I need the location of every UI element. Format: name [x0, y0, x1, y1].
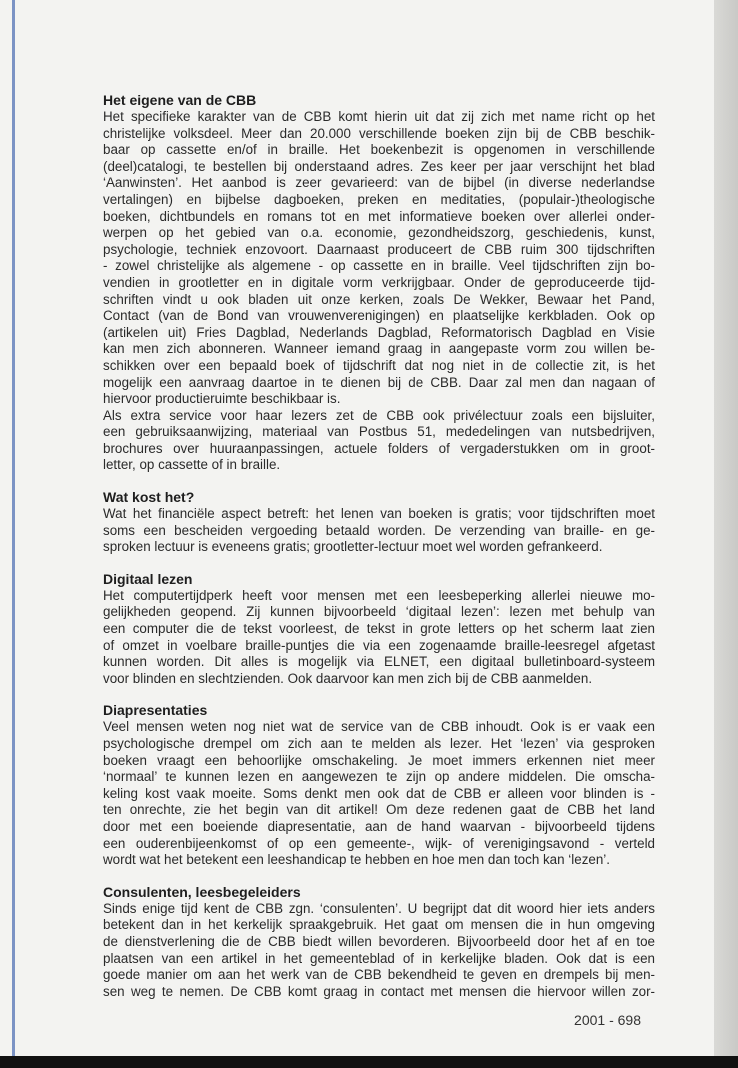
- text-line: wordt wat het betekent een leeshandicap te hebben en hoe men dan toch kan ‘lezen’.: [103, 852, 610, 868]
- text-line: door met een boeiende diapresentatie, aan de hand waarvan - bijvoorbeeld tijdens: [103, 818, 655, 834]
- text-line: werpen op het gebied van o.a. economie, gezondheidszorg, geschiedenis, kunst,: [103, 225, 655, 241]
- text-line: een ouderenbijeenkomst of op een gemeente-, wijk- of verenigingsavond - verteld: [103, 835, 655, 851]
- text-line: ‘Aanwinsten’. Het aanbod is zeer gevarieerd: van de bijbel (in diverse nederlandse: [103, 175, 655, 191]
- text-line: kunnen worden. Dit alles is mogelijk via ELNET, een digitaal bulletinboard-systeem: [103, 654, 655, 670]
- text-line: Wat het financiële aspect betreft: het lenen van boeken is gratis; voor tijdschriften moet: [103, 506, 655, 522]
- text-line: mogelijk een aanvraag daartoe in te dienen bij de CBB. Daar zal men dan nagaan of: [103, 374, 655, 390]
- text-line: kan men zich abonneren. Wanneer iemand graag in aangepaste vorm zou willen be-: [103, 341, 655, 357]
- text-line: hiervoor productieruimte beschikbaar is.: [103, 391, 341, 407]
- text-line: de dienstverlening die de CBB biedt willen bevorderen. Bijvoorbeeld door het af en toe: [103, 933, 655, 949]
- text-line: Contact (van de Bond van vrouwenverenigingen) en plaatselijke kerkbladen. Ook op: [103, 308, 655, 324]
- scan-bottom-border: [0, 1056, 738, 1068]
- article-body: [103, 91, 655, 1000]
- article-section: [103, 570, 655, 688]
- paragraph: [103, 408, 655, 474]
- section-heading: Het eigene van de CBB: [103, 92, 257, 108]
- text-line: een gebruiksaanwijzing, materiaal van Postbus 51, mededelingen van nutsbedrijven,: [103, 424, 655, 440]
- article-section: [103, 488, 655, 556]
- section-heading: Digitaal lezen: [103, 570, 193, 587]
- section-heading: Diapresentaties: [103, 702, 208, 719]
- text-line: brochures over huuraanpassingen, actuele folders of vergaderstukken om in groot-: [103, 440, 655, 456]
- text-line: letter, op cassette of in braille.: [103, 457, 281, 473]
- text-line: baar op cassette en/of in braille. Het boekenbezit is opgenomen in verschillende: [103, 142, 655, 158]
- text-line: christelijke volksdeel. Meer dan 20.000 verschillende boeken zijn bij de CBB beschik-: [103, 125, 655, 141]
- text-line: soms een bescheiden vergoeding betaald worden. De verzending van braille- en ge-: [103, 522, 655, 538]
- text-line: boeken vraagt een behoorlijke omschakeling. Je moet immers erkennen niet meer: [103, 752, 655, 768]
- text-line: (deel)catalogi, te bestellen bij onderstaand adres. Zes keer per jaar verschijnt het blad: [103, 158, 655, 174]
- page-left-edge: [12, 0, 15, 1060]
- text-line: gelijkheden geopend. Zij kunnen bijvoorbeeld ‘digitaal lezen’: lezen met behulp van: [103, 604, 655, 620]
- text-line: - zowel christelijke als algemene - op cassette en in braille. Veel tijdschriften zijn bo-: [103, 258, 655, 274]
- text-line: een computer die de tekst voorleest, de tekst in grote letters op het scherm laat zien: [103, 621, 655, 637]
- paragraph: [103, 719, 655, 868]
- text-line: Het computertijdperk heeft voor mensen met een leesbeperking allerlei nieuwe mo-: [103, 587, 655, 603]
- page-gutter-shadow: [714, 0, 738, 1068]
- paragraph: [103, 109, 655, 408]
- paragraph: [103, 588, 655, 688]
- text-line: goede manier om aan het werk van de CBB bekendheid te geven en drempels bij men-: [103, 967, 655, 983]
- text-line: Sinds enige tijd kent de CBB zgn. ‘consulenten’. U begrijpt dat dit woord hier iets anders: [103, 900, 655, 916]
- paragraph: [103, 901, 655, 1001]
- section-heading: Wat kost het?: [103, 489, 195, 506]
- text-line: vendien in grootletter en in digitale vorm verkrijgbaar. Onder de geproduceerde tijd-: [103, 274, 655, 290]
- text-line: sen weg te nemen. De CBB komt graag in contact met mensen die hiervoor willen zor-: [103, 983, 655, 999]
- text-line: Het specifieke karakter van de CBB komt hierin uit dat zij zich met name richt op het: [103, 109, 655, 124]
- paragraph: [103, 506, 655, 556]
- text-line: schriften vindt u ook bladen uit onze kerken, zoals De Wekker, Bewaar het Pand,: [103, 291, 655, 307]
- text-line: keling kost vaak moeite. Soms denkt men ook dat de CBB er alleen voor blinden is -: [103, 785, 655, 801]
- article-section: [103, 91, 655, 474]
- text-line: Als extra service voor haar lezers zet de CBB ook privélectuur zoals een bijsluiter,: [103, 407, 655, 423]
- text-line: psychologie, techniek enzovoort. Daarnaast produceert de CBB ruim 300 tijdschriften: [103, 241, 655, 257]
- article-section: [103, 883, 655, 1001]
- text-line: ten onrechte, zie het begin van dit artikel! Om deze redenen gaat de CBB het land: [103, 802, 655, 818]
- article-section: [103, 701, 655, 868]
- text-line: boeken, dichtbundels en romans tot en met informatieve boeken over allerlei onder-: [103, 208, 655, 224]
- text-line: (artikelen uit) Fries Dagblad, Nederlands Dagblad, Reformatorisch Dagblad en Visie: [103, 324, 655, 340]
- text-line: betekent dan in het kerkelijk spraakgebruik. Het gaat om mensen die in hun omgeving: [103, 917, 655, 933]
- text-line: schikken over een bepaald boek of tijdschrift dat nog niet in de collectie zit, is het: [103, 357, 655, 373]
- page-number: 2001 - 698: [574, 1012, 641, 1028]
- text-line: sproken lectuur is eveneens gratis; grootletter-lectuur moet wel worden gefrankeerd.: [103, 539, 603, 555]
- text-line: ‘normaal’ te kunnen lezen en aangewezen te zijn op andere middelen. Die omscha-: [103, 769, 655, 785]
- section-heading: Consulenten, leesbegeleiders: [103, 883, 301, 900]
- text-line: psychologische drempel om zich aan te melden als lezer. Het ‘lezen’ via gesproken: [103, 736, 655, 751]
- text-line: vertalingen) en bijbelse dagboeken, preken en meditaties, (populair-)theologische: [103, 191, 655, 207]
- text-line: voor blinden en slechtzienden. Ook daarvoor kan men zich bij de CBB aanmelden.: [103, 670, 593, 686]
- text-line: Veel mensen weten nog niet wat de service van de CBB inhoudt. Ook is er vaak een: [103, 719, 655, 735]
- text-line: of omzet in voelbare braille-puntjes die via een zogenaamde braille-leesregel afgetast: [103, 637, 655, 653]
- text-line: plaatsen van een artikel in het gemeenteblad of in kerkelijke bladen. Ook dat is een: [103, 950, 655, 966]
